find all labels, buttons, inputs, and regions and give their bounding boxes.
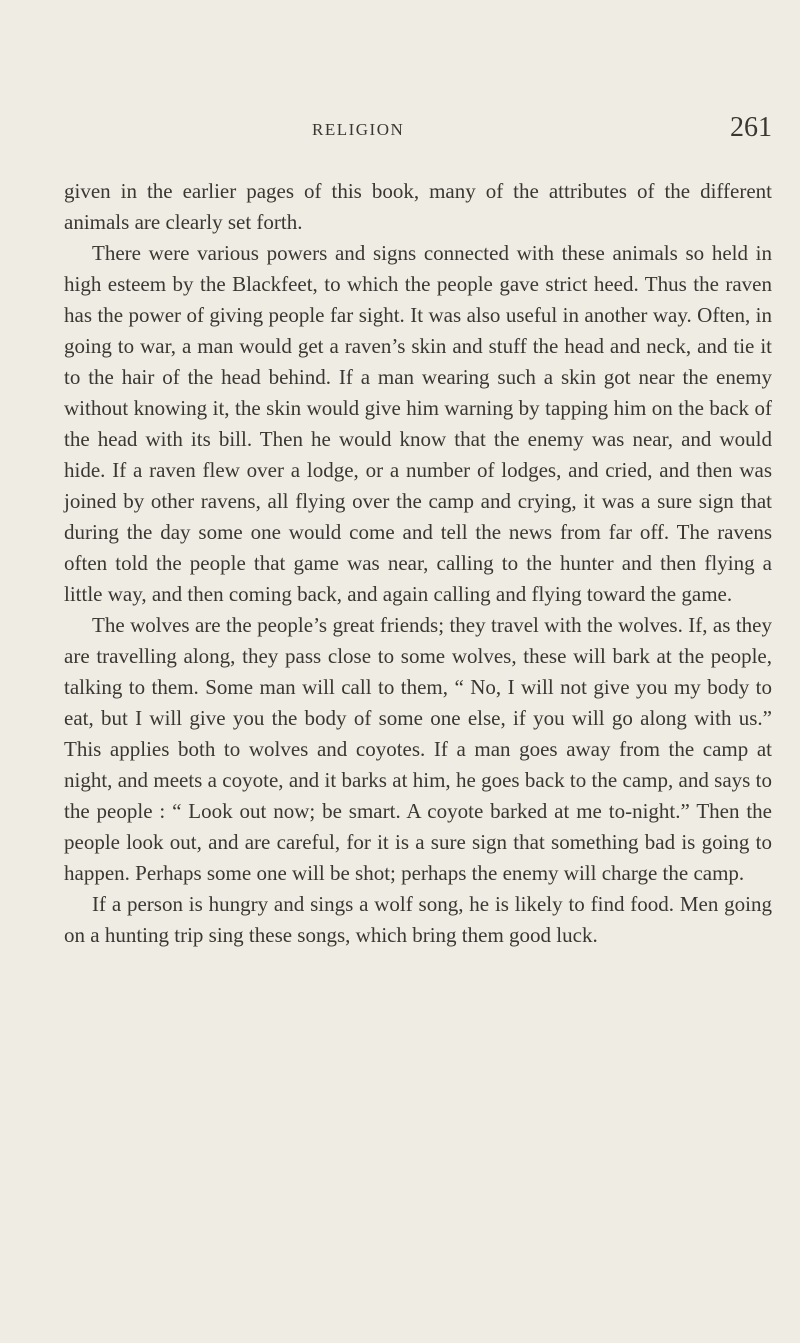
paragraph-wolf-song: If a person is hungry and sings a wolf song, he is likely to find food. Men going on a hunting trip sing these songs, which bring them good luck. [64, 892, 772, 947]
paragraph-wolves: The wolves are the people’s great friends; they travel with the wolves. If, as they are travelling along, they pass close to some wolves, these will bark at the people, talking to them. Some man will call to them, “ No, I will not give you my body to eat, but I will give you the body of some one else, if you will go along with us.” This applies both to wolves and coyotes. If a man goes away from the camp at night, and meets a coyote, and it barks at him, he goes back to the camp, and says to the people : “ Look out now; be smart. A coyote barked at me to-night.” Then the people look out, and are careful, for it is a sure sign that something bad is going to happen. Perhaps some one will be shot; perhaps the enemy will charge the camp. [64, 613, 772, 885]
page-number: 261 [730, 112, 772, 143]
paragraph-continuation: given in the earlier pages of this book, many of the attributes of the different animals are clearly set forth. [64, 179, 772, 234]
page-header [64, 112, 772, 158]
body-text [64, 176, 772, 951]
running-head: RELIGION [312, 120, 405, 139]
paragraph-raven: There were various powers and signs connected with these animals so held in high esteem by the Blackfeet, to which the people gave strict heed. Thus the raven has the power of giving people far sight. It was also useful in another way. Often, in going to war, a man would get a raven’s skin and stuff the head and neck, and tie it to the hair of the head behind. If a man wearing such a skin got near the enemy without knowing it, the skin would give him warning by tapping him on the back of the head with its bill. Then he would know that the enemy was near, and would hide. If a raven flew over a lodge, or a number of lodges, and cried, and then was joined by other ravens, all flying over the camp and crying, it was a sure sign that during the day some one would come and tell the news from far off. The ravens often told the people that game was near, calling to the hunter and then flying a little way, and then coming back, and again calling and flying toward the game. [64, 241, 772, 606]
